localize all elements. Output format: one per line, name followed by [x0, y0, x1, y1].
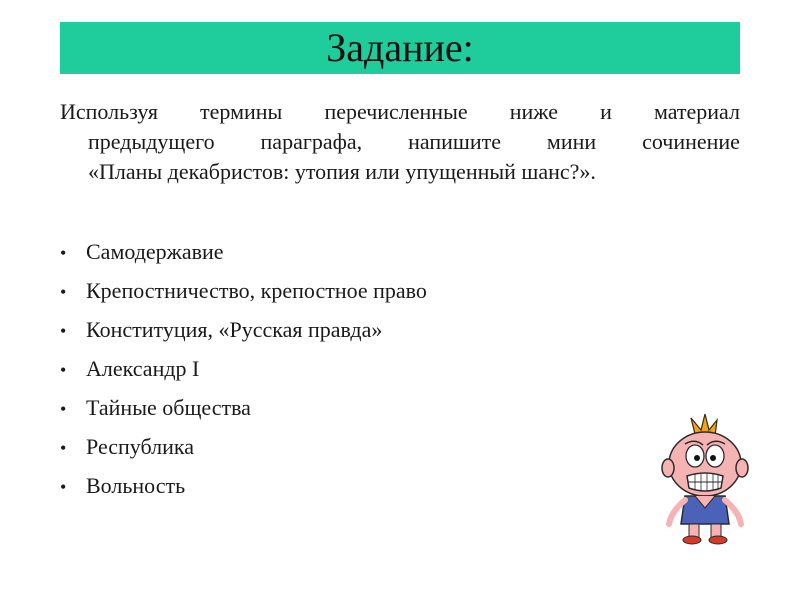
task-line-1: [60, 97, 740, 127]
list-item: [60, 350, 427, 389]
terms-list: [60, 233, 427, 506]
title-banner: [60, 22, 740, 74]
task-paragraph: [60, 97, 740, 187]
task-word: перечисленные: [324, 99, 468, 124]
term-text: Крепостничество, крепостное право: [86, 278, 427, 303]
task-word: сочинение: [642, 129, 740, 154]
list-item: [60, 389, 427, 428]
bullet-icon: •: [60, 282, 67, 302]
task-word: параграфа,: [260, 129, 363, 154]
task-word: напишите: [408, 129, 501, 154]
list-item: [60, 272, 427, 311]
task-word: ниже: [509, 99, 558, 124]
bullet-icon: •: [60, 399, 67, 419]
task-word: материал: [653, 99, 740, 124]
page-title: Задание:: [326, 25, 474, 70]
list-item: [60, 233, 427, 272]
term-text: Конституция, «Русская правда»: [86, 317, 383, 342]
term-text: Самодержавие: [86, 239, 224, 264]
scared-boy-cartoon-icon: [655, 412, 755, 547]
bullet-icon: •: [60, 438, 67, 458]
list-item: [60, 467, 427, 506]
term-text: Тайные общества: [86, 395, 251, 420]
bullet-icon: •: [60, 477, 67, 497]
list-item: [60, 428, 427, 467]
task-word: термины: [200, 99, 283, 124]
term-text: Республика: [86, 434, 195, 459]
term-text: Вольность: [86, 473, 186, 498]
task-word: мини: [546, 129, 597, 154]
bullet-icon: •: [60, 360, 67, 380]
task-line-2: [60, 127, 740, 157]
bullet-icon: •: [60, 243, 67, 263]
list-item: [60, 311, 427, 350]
task-word: Используя: [60, 99, 158, 124]
task-word: и: [600, 99, 612, 124]
term-text: Александр I: [86, 356, 200, 381]
bullet-icon: •: [60, 321, 67, 341]
task-word: предыдущего: [88, 129, 215, 154]
task-line-3: «Планы декабристов: утопия или упущенный шанс?».: [88, 159, 596, 184]
